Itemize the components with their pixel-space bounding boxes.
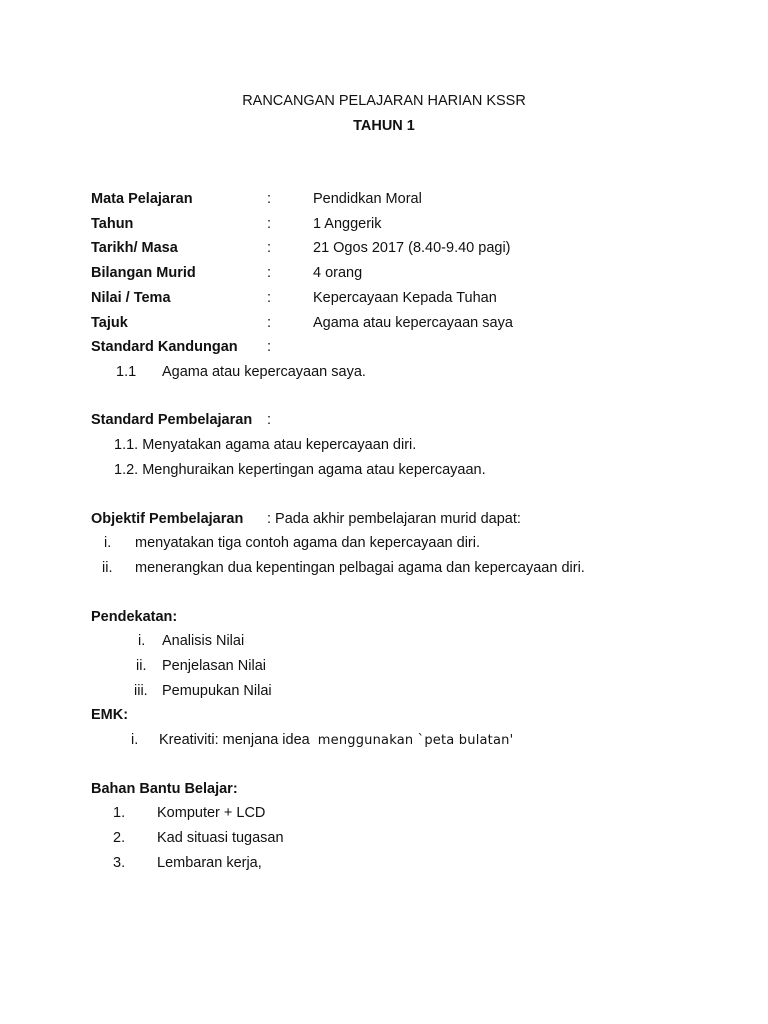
list-item-number: i. [104, 535, 112, 551]
info-label-nilai-tema: Nilai / Tema [91, 290, 171, 306]
list-item-number: 2. [113, 830, 126, 846]
info-label-tajuk: Tajuk [91, 315, 128, 331]
info-label-tahun: Tahun [91, 216, 134, 232]
info-value-nilai-tema: Kepercayaan Kepada Tuhan [313, 290, 497, 306]
info-colon: : [267, 216, 272, 232]
section-label-bahan: Bahan Bantu Belajar: [91, 781, 238, 797]
objektif-intro: : Pada akhir pembelajaran murid dapat: [267, 511, 521, 527]
info-value-tajuk: Agama atau kepercayaan saya [313, 315, 513, 331]
info-colon: : [267, 191, 272, 207]
list-item-number: iii. [134, 683, 148, 699]
list-item: 1.2. Menghuraikan kepertingan agama atau kepercayaan. [114, 462, 486, 478]
list-item: Agama atau kepercayaan saya. [162, 364, 366, 380]
list-item: menyatakan tiga contoh agama dan kepercayaan diri. [135, 535, 480, 551]
info-colon: : [267, 240, 272, 256]
list-item: Lembaran kerja, [157, 855, 262, 871]
section-label-standard-pembelajaran: Standard Pembelajaran [91, 412, 253, 428]
section-label-emk: EMK: [91, 707, 129, 723]
info-value-tarikh: 21 Ogos 2017 (8.40-9.40 pagi) [313, 240, 511, 256]
list-item: Kad situasi tugasan [157, 830, 284, 846]
list-item-number: 3. [113, 855, 126, 871]
emk-item-text: Kreativiti: menjana idea [159, 732, 310, 748]
list-item-number: i. [138, 633, 146, 649]
info-value-tahun: 1 Anggerik [313, 216, 382, 232]
list-item-number: ii. [136, 658, 147, 674]
info-label-standard-kandungan: Standard Kandungan [91, 339, 238, 355]
section-label-pendekatan: Pendekatan: [91, 609, 178, 625]
list-item: 1.1. Menyatakan agama atau kepercayaan diri. [114, 437, 417, 453]
list-item-number: i. [131, 732, 139, 748]
list-item [159, 731, 513, 750]
page-subtitle: TAHUN 1 [353, 118, 415, 134]
info-colon: : [267, 290, 272, 306]
info-colon: : [267, 412, 272, 428]
emk-item-text-extra: menggunakan `peta bulatan' [317, 733, 514, 748]
section-label-objektif: Objektif Pembelajaran [91, 511, 244, 527]
list-item-number: ii. [102, 560, 113, 576]
list-item: Pemupukan Nilai [162, 683, 272, 699]
list-item: Penjelasan Nilai [162, 658, 266, 674]
info-label-bilangan-murid: Bilangan Murid [91, 265, 196, 281]
page-title: RANCANGAN PELAJARAN HARIAN KSSR [242, 93, 526, 109]
info-colon: : [267, 315, 272, 331]
info-label-mata-pelajaran: Mata Pelajaran [91, 191, 193, 207]
info-label-tarikh: Tarikh/ Masa [91, 240, 178, 256]
list-item: Analisis Nilai [162, 633, 245, 649]
list-item: Komputer + LCD [157, 805, 266, 821]
info-value-bilangan-murid: 4 orang [313, 265, 363, 281]
info-value-mata-pelajaran: Pendidkan Moral [313, 191, 422, 207]
list-item-number: 1. [113, 805, 126, 821]
list-item-number: 1.1 [116, 364, 137, 380]
info-colon: : [267, 339, 272, 355]
info-colon: : [267, 265, 272, 281]
list-item: menerangkan dua kepentingan pelbagai agama dan kepercayaan diri. [135, 560, 585, 576]
